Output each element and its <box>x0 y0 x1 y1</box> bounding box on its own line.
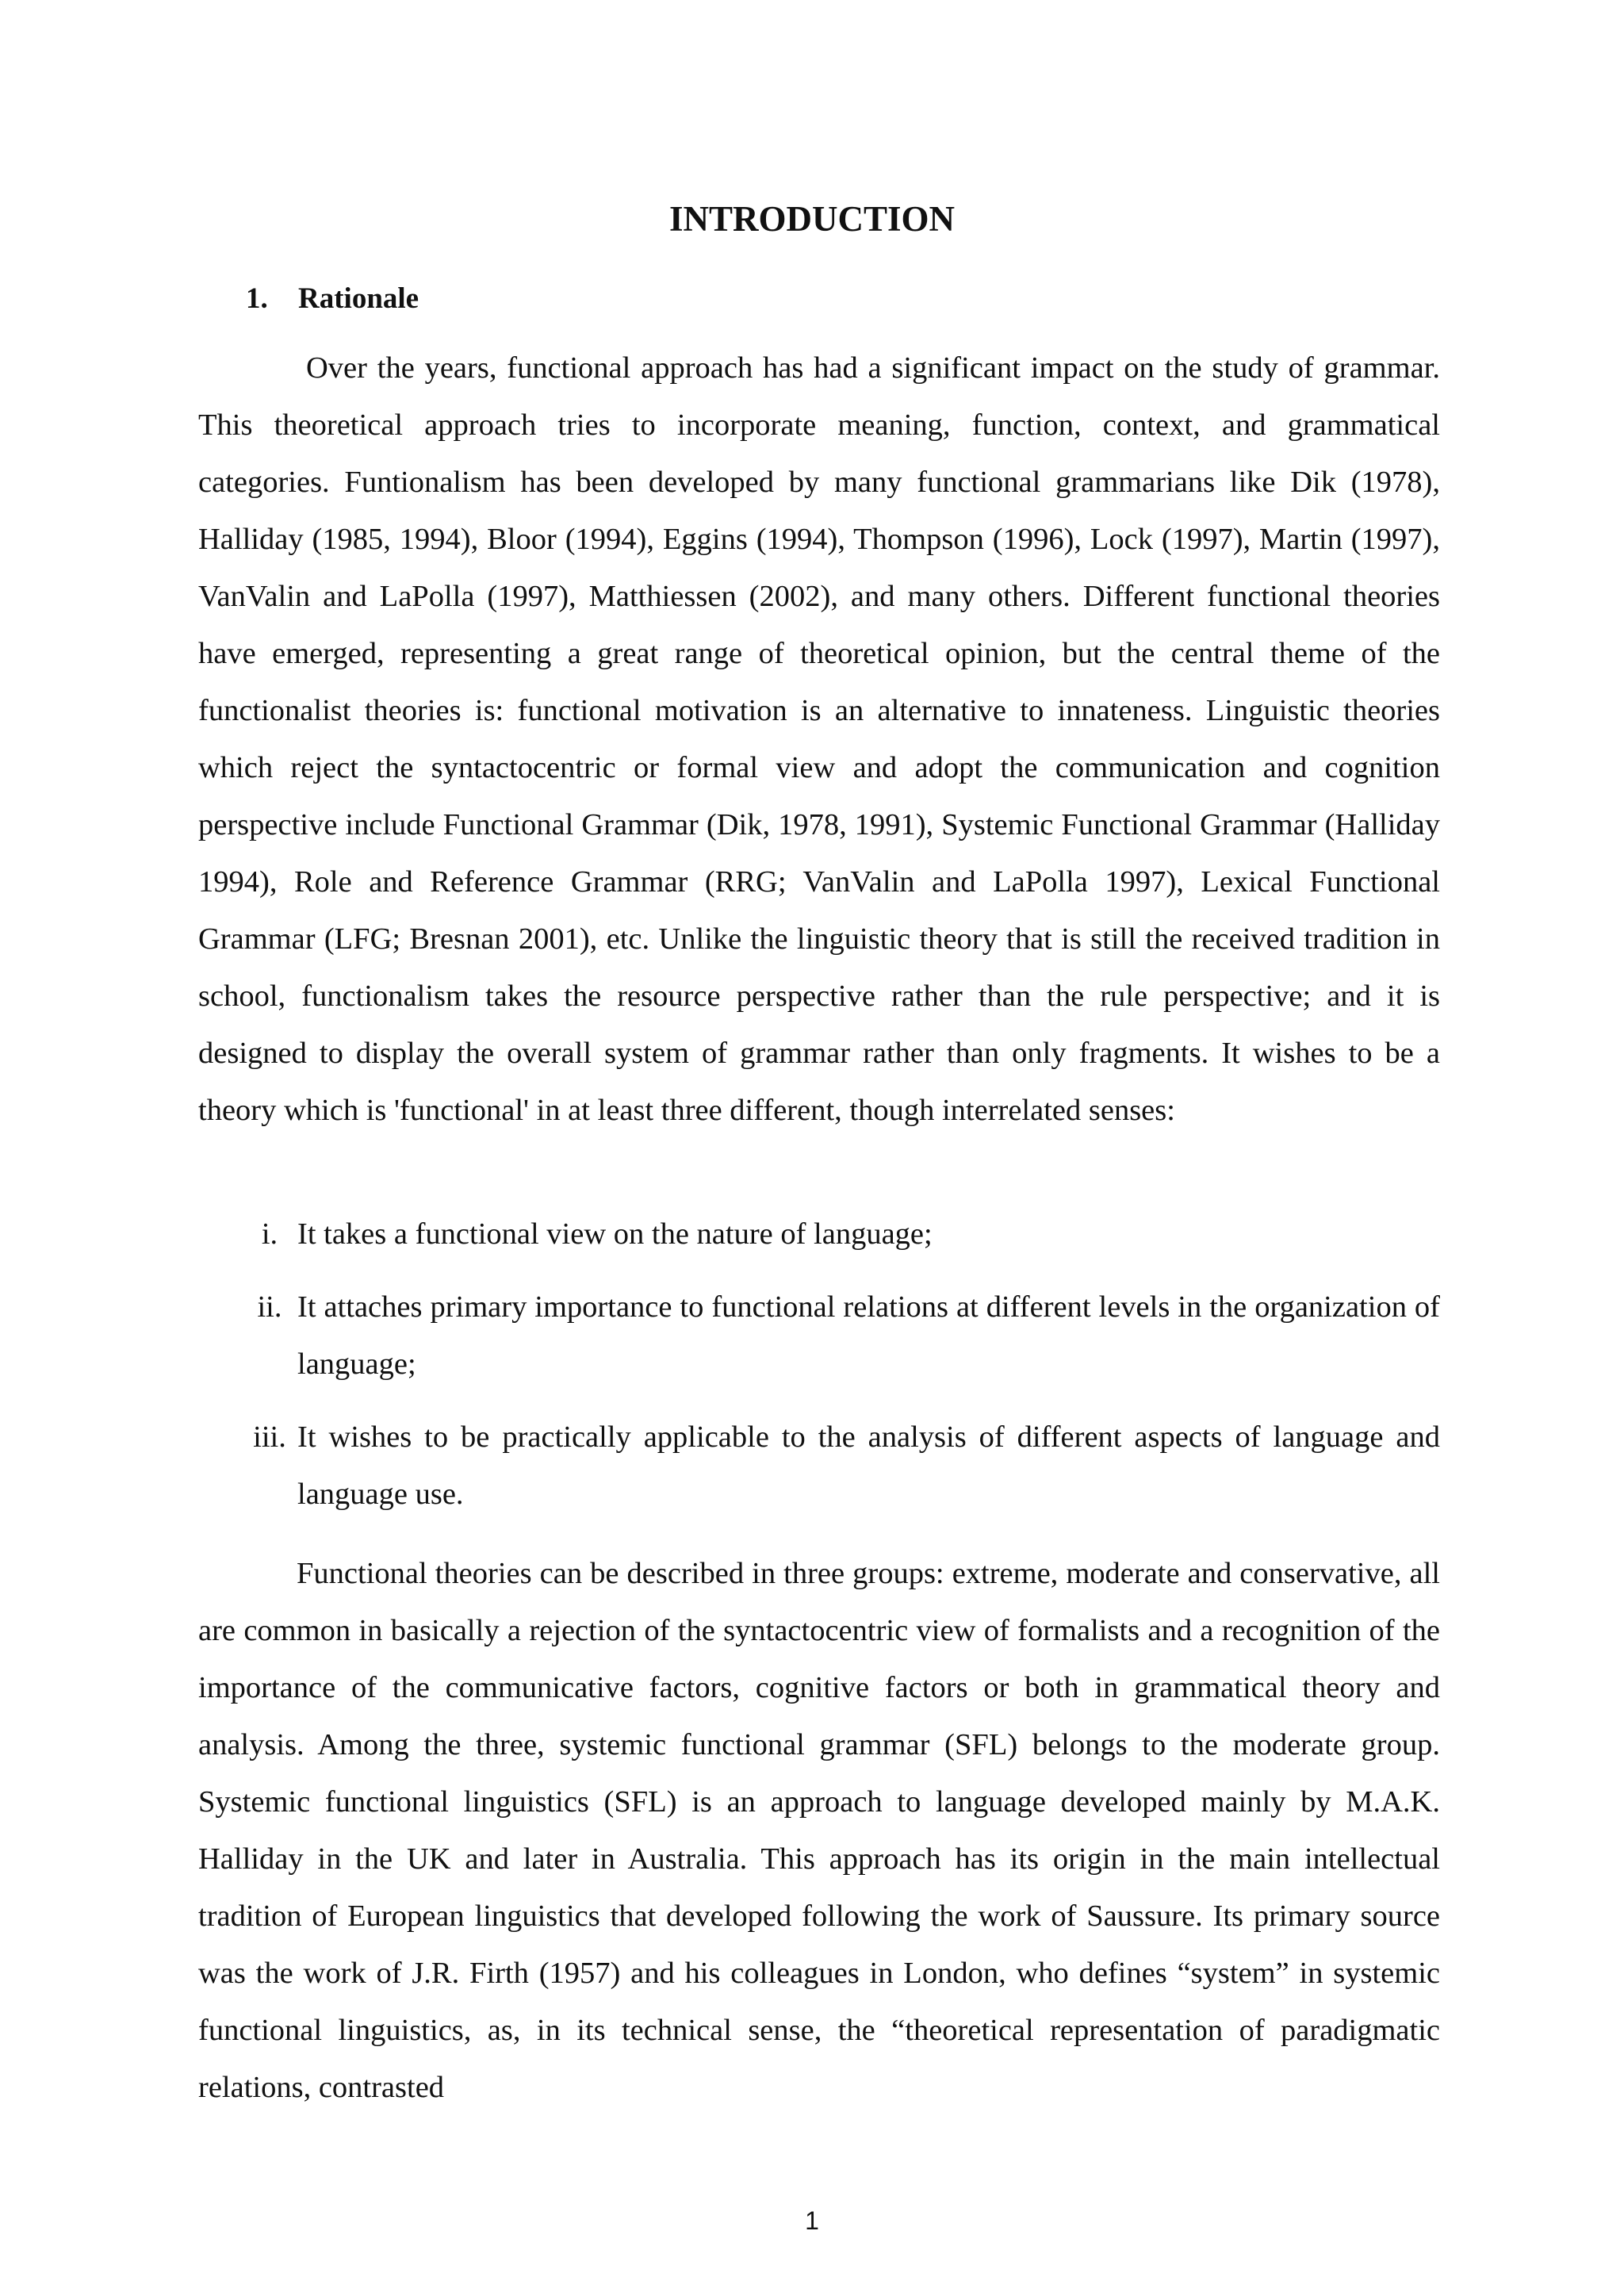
list-item-text: It attaches primary importance to functional relations at different levels in the organization of language; <box>297 1290 1440 1381</box>
paragraph-rationale-1: Over the years, functional approach has had a significant impact on the study of grammar. This theoretical approach tries to incorporate meaning, function, context, and grammatical categories. Funtionalism has been developed by many functional grammarians like Dik (1978), Halliday (1985, 1994), Bloor (1994), Eggins (1994), Thompson (1996), Lock (1997), Martin (1997), VanValin and LaPolla (1997), Matthiessen (2002), and many others. Different functional theories have emerged, representing a great range of theoretical opinion, but the central theme of the functionalist theories is: functional motivation is an alternative to innateness. Linguistic theories which reject the syntactocentric or formal view and adopt the communication and cognition perspective include Functional Grammar (Dik, 1978, 1991), Systemic Functional Grammar (Halliday 1994), Role and Reference Grammar (RRG; VanValin and LaPolla 1997), Lexical Functional Grammar (LFG; Bresnan 2001), etc. Unlike the linguistic theory that is still the received tradition in school, functionalism takes the resource perspective rather than the rule perspective; and it is designed to display the overall system of grammar rather than only fragments. It wishes to be a theory which is 'functional' in at least three different, though interrelated senses: <box>198 351 1440 1127</box>
paragraph-rationale-2: Functional theories can be described in three groups: extreme, moderate and conservative, all are common in basically a rejection of the syntactocentric view of formalists and a recognition of the importance of the communicative factors, cognitive factors or both in grammatical theory and analysis. Among the three, systemic functional grammar (SFL) belongs to the moderate group. Systemic functional linguistics (SFL) is an approach to language developed mainly by M.A.K. Halliday in the UK and later in Australia. This approach has its origin in the main intellectual tradition of European linguistics that developed following the work of Saussure. Its primary source was the work of J.R. Firth (1957) and his colleagues in London, who defines “system” in systemic functional linguistics, as, in its technical sense, the “theoretical representation of paradigmatic relations, contrasted <box>198 1557 1440 2104</box>
list-marker: ii. <box>257 1290 282 1324</box>
list-item <box>198 1278 1440 1393</box>
page-number: 1 <box>805 2206 819 2235</box>
section-number: 1. <box>246 282 268 315</box>
section-title: Rationale <box>298 282 419 315</box>
section-heading <box>246 279 419 319</box>
list-marker: iii. <box>253 1420 286 1454</box>
senses-list <box>198 1205 1440 1539</box>
list-item-text: It wishes to be practically applicable to the analysis of different aspects of language and language use. <box>297 1420 1440 1511</box>
list-item <box>198 1409 1440 1523</box>
page-title: INTRODUCTION <box>668 199 956 239</box>
list-item <box>198 1205 1440 1263</box>
list-item-text: It takes a functional view on the nature of language; <box>297 1217 933 1251</box>
list-marker: i. <box>261 1217 278 1251</box>
